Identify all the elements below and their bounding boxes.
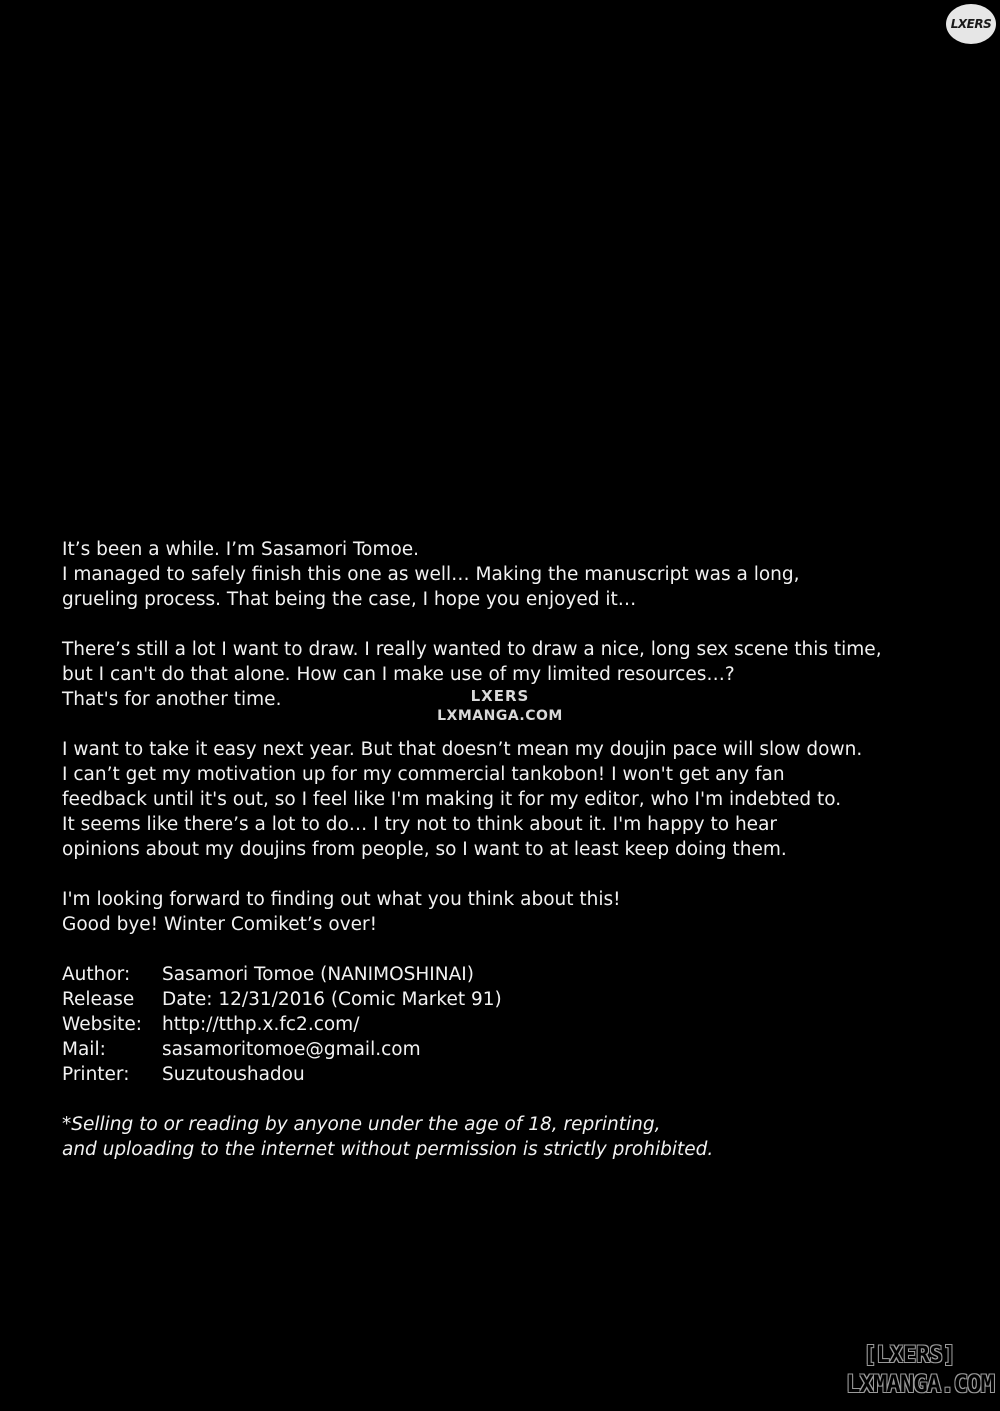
watermark-corner-lxers: [LXERS]	[863, 1343, 956, 1368]
text-line: That's for another time.	[62, 689, 282, 710]
credit-label-mail: Mail:	[62, 1039, 106, 1060]
paragraph-next-year	[62, 737, 922, 862]
text-line: It seems like there’s a lot to do… I try not to think about it. I'm happy to hear	[62, 814, 778, 835]
text-line: feedback until it's out, so I feel like I'm making it for my editor, who I'm indebted to.	[62, 789, 842, 810]
lxers-logo-badge	[946, 4, 996, 44]
credit-value-mail: sasamoritomoe@gmail.com	[162, 1039, 421, 1060]
watermark-lxers: LXERS	[470, 687, 530, 705]
notice-line: *Selling to or reading by anyone under the age of 18, reprinting,	[62, 1114, 661, 1135]
credits-block	[62, 962, 922, 1087]
watermark-site: LXMANGA.COM	[437, 708, 563, 724]
text-line: I want to take it easy next year. But that doesn’t mean my doujin pace will slow down.	[62, 739, 863, 760]
watermark-corner-site: LXMANGA.COM	[846, 1370, 994, 1398]
text-line: Good bye! Winter Comiket’s over!	[62, 914, 377, 935]
logo-text: LXERS	[950, 17, 992, 31]
text-line: grueling process. That being the case, I hope you enjoyed it…	[62, 589, 637, 610]
credit-label-release: Release	[62, 989, 135, 1010]
legal-notice	[62, 1112, 922, 1162]
text-line: but I can't do that alone. How can I make use of my limited resources…?	[62, 664, 735, 685]
text-line: opinions about my doujins from people, so I want to at least keep doing them.	[62, 839, 787, 860]
text-line: I managed to safely finish this one as well… Making the manuscript was a long,	[62, 564, 800, 585]
paragraph-goodbye	[62, 887, 922, 937]
text-line: There’s still a lot I want to draw. I really wanted to draw a nice, long sex scene this time,	[62, 639, 882, 660]
text-line: It’s been a while. I’m Sasamori Tomoe.	[62, 539, 420, 560]
watermark-center	[400, 686, 600, 726]
text-line: I'm looking forward to finding out what you think about this!	[62, 889, 621, 910]
text-line: I can’t get my motivation up for my commercial tankobon! I won't get any fan	[62, 764, 785, 785]
credit-label-printer: Printer:	[62, 1064, 130, 1085]
paragraph-greeting	[62, 537, 922, 612]
credit-value-author: Sasamori Tomoe (NANIMOSHINAI)	[162, 964, 474, 985]
credit-value-website: http://tthp.x.fc2.com/	[162, 1014, 360, 1035]
credit-value-printer: Suzutoushadou	[162, 1064, 305, 1085]
notice-line: and uploading to the internet without permission is strictly prohibited.	[62, 1139, 714, 1160]
credit-value-release: Date: 12/31/2016 (Comic Market 91)	[162, 989, 502, 1010]
watermark-corner	[822, 1342, 994, 1398]
afterword-content	[62, 537, 922, 1162]
credit-label-author: Author:	[62, 964, 131, 985]
credit-label-website: Website:	[62, 1014, 142, 1035]
